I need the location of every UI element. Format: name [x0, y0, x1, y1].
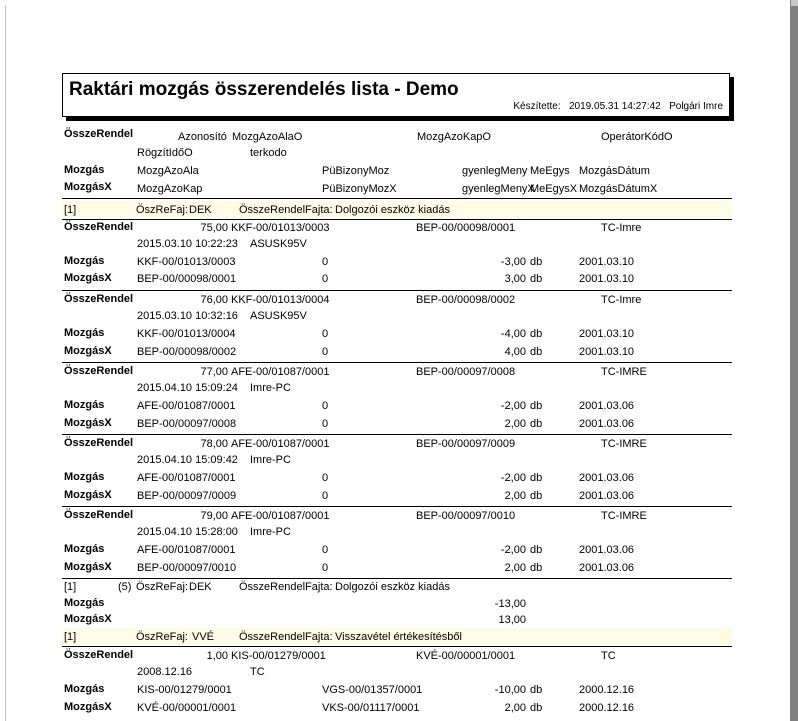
record-id: 78,00 — [200, 438, 228, 450]
mozgas-unit: db — [530, 684, 543, 696]
record-time: 2015.04.10 15:09:24 — [137, 382, 238, 394]
mozgasx-date: 2000.12.16 — [579, 702, 635, 714]
mozgas-pub: 0 — [322, 472, 329, 484]
mozgas-label: Mozgás — [64, 471, 105, 483]
record-divider — [62, 362, 732, 363]
mozgasx-unit: db — [530, 418, 543, 430]
record-terminal: ASUSK95V — [250, 238, 307, 250]
record-id: 75,00 — [200, 222, 228, 234]
record-mozgazokap: BEP-00/00097/0010 — [416, 510, 516, 522]
record-mozgazokap: BEP-00/00097/0009 — [416, 438, 516, 450]
mozgasx-qty: 2,00 — [504, 490, 526, 502]
record-label: ÖsszeRendel — [64, 437, 134, 449]
subtotal-count: (5) — [118, 581, 132, 593]
record-terminal: Imre-PC — [250, 382, 291, 394]
report-author-line — [513, 101, 723, 113]
subtotal-fajta: Dolgozói eszköz kiadás — [335, 581, 450, 593]
subtotal-mozgas-label: Mozgás — [64, 597, 105, 609]
mozgas-code: KKF-00/01013/0003 — [137, 256, 236, 268]
subtotal-divider — [62, 578, 732, 579]
mozgasx-qty: 2,00 — [504, 702, 526, 714]
mozgasx-code: BEP-00/00098/0002 — [137, 346, 237, 358]
subtotal-fajta-label: ÖsszeRendelFajta: — [239, 581, 333, 593]
mozgasx-qty: 4,00 — [504, 346, 526, 358]
mozgas-date: 2001.03.10 — [579, 256, 635, 268]
record-label: ÖsszeRendel — [64, 509, 134, 521]
record-divider — [62, 219, 732, 220]
mozgas-date: 2001.03.06 — [579, 400, 635, 412]
report-title-box — [62, 73, 730, 117]
record-operator: TC — [601, 650, 616, 662]
col-meegys: MeEgys — [530, 165, 570, 177]
record-id: 79,00 — [200, 510, 228, 522]
col-mozgasdatumx: MozgásDátumX — [579, 183, 658, 195]
record-time: 2015.04.10 15:28:00 — [137, 526, 238, 538]
page-margin-line — [5, 5, 6, 721]
mozgasx-label: MozgásX — [64, 489, 112, 501]
col-mozgazoala-2: MozgAzoAla — [137, 165, 199, 177]
mozgas-unit: db — [530, 256, 543, 268]
mozgas-pub: 0 — [322, 400, 329, 412]
mozgas-label: Mozgás — [64, 399, 105, 411]
header-divider — [62, 198, 732, 199]
record-operator: TC-IMRE — [601, 438, 647, 450]
group-number: [1] — [64, 631, 77, 643]
mozgas-pub: VGS-00/01357/0001 — [322, 684, 423, 696]
record-operator: TC-Imre — [601, 294, 642, 306]
mozgasx-code: BEP-00/00097/0009 — [137, 490, 237, 502]
mozgas-label: Mozgás — [64, 327, 105, 339]
record-terminal: Imre-PC — [250, 526, 291, 538]
subtotal-mozgasx-label: MozgásX — [64, 613, 112, 625]
col-egyenlegmeny: gyenlegMeny — [462, 165, 528, 177]
record-operator: TC-IMRE — [601, 366, 647, 378]
mozgas-qty: -10,00 — [494, 684, 526, 696]
record-label: ÖsszeRendel — [64, 293, 134, 305]
record-label: ÖsszeRendel — [64, 649, 134, 661]
mozgas-label: Mozgás — [64, 683, 105, 695]
col-pubizonymozx: PüBizonyMozX — [322, 183, 397, 195]
mozgas-code: AFE-00/01087/0001 — [137, 544, 236, 556]
mozgasx-pub: 0 — [322, 490, 329, 502]
mozgasx-date: 2001.03.10 — [579, 273, 635, 285]
mozgas-date: 2001.03.06 — [579, 544, 635, 556]
mozgas-date: 2000.12.16 — [579, 684, 635, 696]
record-terminal: Imre-PC — [250, 454, 291, 466]
mozgas-qty: -2,00 — [500, 400, 526, 412]
col-pubizonymoz: PüBizonyMoz — [322, 165, 390, 177]
record-divider — [62, 290, 732, 291]
mozgasx-unit: db — [530, 490, 543, 502]
mozgas-code: KIS-00/01279/0001 — [137, 684, 232, 696]
record-time: 2015.04.10 15:09:42 — [137, 454, 238, 466]
mozgas-date: 2001.03.10 — [579, 328, 635, 340]
mozgasx-pub: 0 — [322, 562, 329, 574]
mozgas-qty: -2,00 — [500, 544, 526, 556]
record-mozgazokap: KVÉ-00/00001/0001 — [416, 650, 516, 662]
mozgasx-pub: VKS-00/01117/0001 — [322, 702, 420, 714]
record-terminal: ASUSK95V — [250, 310, 307, 322]
record-mozgazokap: BEP-00/00098/0001 — [416, 222, 516, 234]
col-mozgazoala: MozgAzoAlaO — [232, 131, 303, 143]
mozgasx-code: BEP-00/00097/0008 — [137, 418, 237, 430]
created-label: Készítette: — [513, 101, 561, 112]
mozgasx-pub: 0 — [322, 273, 329, 285]
mozgasx-unit: db — [530, 346, 543, 358]
col-meegysx: MeEgysX — [530, 183, 578, 195]
group-faj: DEK — [189, 204, 212, 216]
mozgasx-date: 2001.03.06 — [579, 562, 635, 574]
mozgasx-date: 2001.03.06 — [579, 490, 635, 502]
record-mozgazokap: BEP-00/00098/0002 — [416, 294, 516, 306]
group-faj-label: ÖszReFaj: — [136, 204, 188, 216]
group-fajta: Dolgozói eszköz kiadás — [335, 204, 450, 216]
mozgas-pub: 0 — [322, 544, 329, 556]
col-mozgasdatum: MozgásDátum — [579, 165, 650, 177]
record-divider — [62, 646, 732, 647]
mozgasx-qty: 2,00 — [504, 418, 526, 430]
mozgasx-label: MozgásX — [64, 561, 112, 573]
mozgas-unit: db — [530, 472, 543, 484]
record-divider — [62, 506, 732, 507]
mozgas-code: AFE-00/01087/0001 — [137, 472, 236, 484]
record-time: 2015.03.10 10:22:23 — [137, 238, 238, 250]
record-time: 2015.03.10 10:32:16 — [137, 310, 238, 322]
mozgas-qty: -3,00 — [500, 256, 526, 268]
record-time: 2008.12.16 — [137, 666, 193, 678]
record-id: 77,00 — [200, 366, 228, 378]
record-mozgazoala: AFE-00/01087/0001 — [231, 510, 330, 522]
col-egyenlegmenyx: gyenlegMenyX — [462, 183, 535, 195]
subtotal-faj: DEK — [189, 581, 212, 593]
report-title: Raktári mozgás összerendelés lista - Demo — [69, 79, 459, 100]
col-mozgazokap: MozgAzoKapO — [417, 131, 491, 143]
mozgas-qty: -2,00 — [500, 472, 526, 484]
col-mozgazokap-2: MozgAzoKap — [137, 183, 203, 195]
mozgas-pub: 0 — [322, 328, 329, 340]
group-faj-label: ÖszReFaj: — [136, 631, 188, 643]
mozgasx-code: BEP-00/00097/0010 — [137, 562, 237, 574]
mozgasx-label: MozgásX — [64, 701, 112, 713]
mozgasx-label: MozgásX — [64, 417, 112, 429]
mozgasx-unit: db — [530, 562, 543, 574]
subtotal-faj-label: ÖszReFaj: — [136, 581, 188, 593]
created-at: 2019.05.31 14:27:42 — [568, 101, 661, 112]
subtotal-mozgas-qty: -13,00 — [494, 598, 526, 610]
author-name: Polgári Imre — [669, 101, 723, 112]
mozgasx-unit: db — [530, 702, 543, 714]
mozgas-unit: db — [530, 400, 543, 412]
mozgasx-date: 2001.03.06 — [579, 418, 635, 430]
group-fajta-label: ÖsszeRendelFajta: — [239, 631, 333, 643]
mozgas-date: 2001.03.06 — [579, 472, 635, 484]
record-divider — [62, 434, 732, 435]
subtotal-mozgasx-qty: 13,00 — [498, 614, 526, 626]
record-mozgazoala: AFE-00/01087/0001 — [231, 438, 330, 450]
mozgasx-code: KVÉ-00/00001/0001 — [137, 702, 237, 714]
mozgas-label: Mozgás — [64, 543, 105, 555]
col-rogzit: RögzítIdőO — [137, 147, 193, 159]
mozgasx-date: 2001.03.10 — [579, 346, 635, 358]
mozgas-unit: db — [530, 544, 543, 556]
mozgas-code: KKF-00/01013/0004 — [137, 328, 236, 340]
mozgasx-code: BEP-00/00098/0001 — [137, 273, 237, 285]
subtotal-number: [1] — [64, 581, 77, 593]
mozgasx-pub: 0 — [322, 346, 329, 358]
page-shadow — [791, 6, 798, 721]
group-number: [1] — [64, 204, 77, 216]
record-mozgazoala: AFE-00/01087/0001 — [231, 366, 330, 378]
record-mozgazoala: KIS-00/01279/0001 — [231, 650, 326, 662]
col-operator: OperátorKódO — [601, 131, 673, 143]
group-faj: VVÉ — [192, 631, 215, 643]
record-operator: TC-IMRE — [601, 510, 647, 522]
mozgas-code: AFE-00/01087/0001 — [137, 400, 236, 412]
col-terkodo: terkodo — [250, 147, 287, 159]
mozgas-pub: 0 — [322, 256, 329, 268]
mozgasx-label: MozgásX — [64, 272, 112, 284]
record-terminal: TC — [250, 666, 265, 678]
mozgas-unit: db — [530, 328, 543, 340]
mozgasx-pub: 0 — [322, 418, 329, 430]
col-mozgas: Mozgás — [64, 164, 105, 176]
mozgasx-qty: 2,00 — [504, 562, 526, 574]
record-id: 1,00 — [206, 650, 228, 662]
mozgasx-unit: db — [530, 273, 543, 285]
col-azonosito: Azonosító — [178, 131, 227, 143]
group-fajta-label: ÖsszeRendelFajta: — [239, 204, 333, 216]
record-operator: TC-Imre — [601, 222, 642, 234]
record-mozgazokap: BEP-00/00097/0008 — [416, 366, 516, 378]
mozgas-qty: -4,00 — [500, 328, 526, 340]
record-id: 76,00 — [200, 294, 228, 306]
record-mozgazoala: KKF-00/01013/0004 — [231, 294, 330, 306]
mozgasx-label: MozgásX — [64, 345, 112, 357]
mozgasx-qty: 3,00 — [504, 273, 526, 285]
group-fajta: Visszavétel értékesítésből — [335, 631, 462, 643]
record-label: ÖsszeRendel — [64, 221, 134, 233]
record-mozgazoala: KKF-00/01013/0003 — [231, 222, 330, 234]
col-osszerendel: ÖsszeRendel — [64, 128, 134, 140]
mozgas-label: Mozgás — [64, 255, 105, 267]
record-label: ÖsszeRendel — [64, 365, 134, 377]
col-mozgasx: MozgásX — [64, 181, 112, 193]
